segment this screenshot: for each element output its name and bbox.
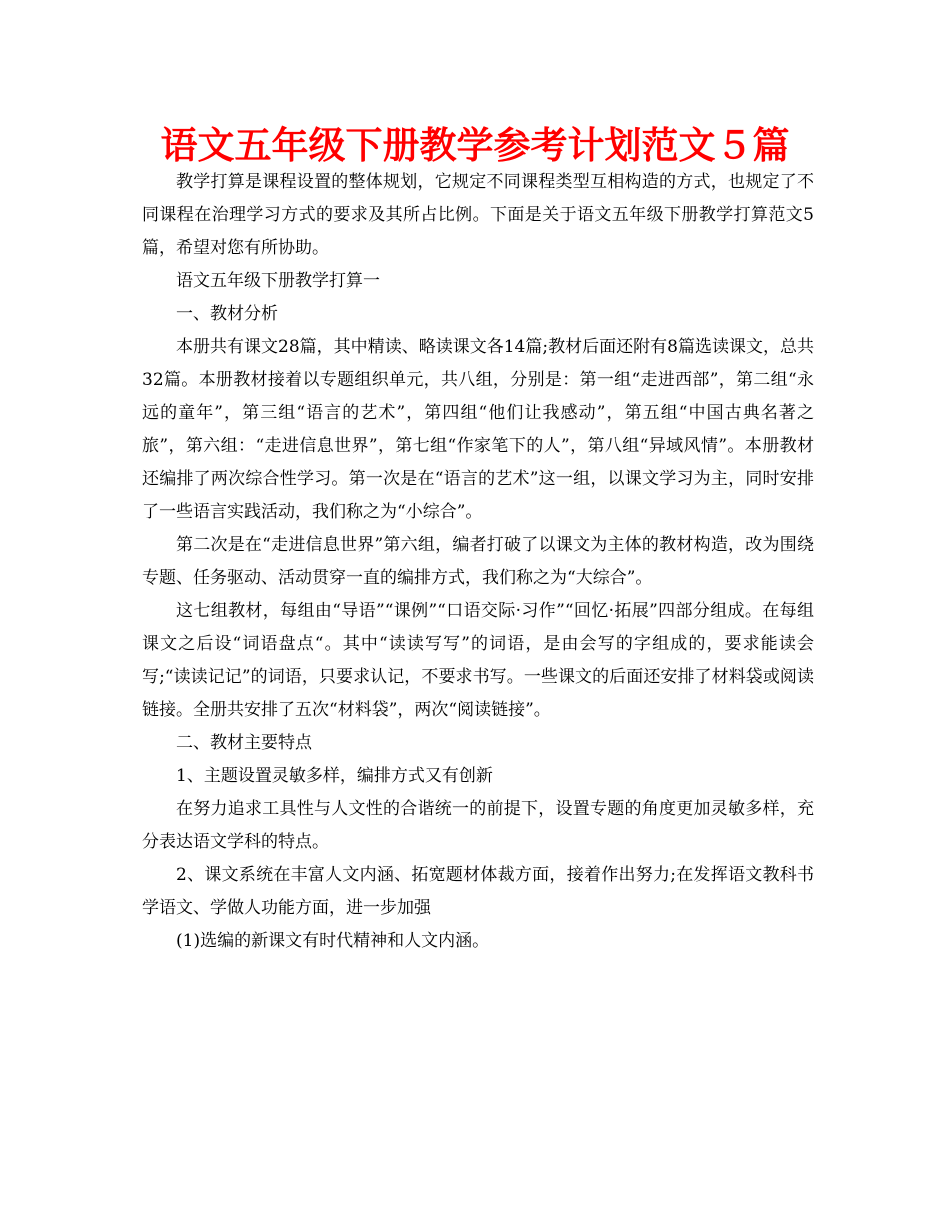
subheading-feature-one: 1、主题设置灵敏多样，编排方式又有创新	[176, 766, 493, 786]
body-paragraph: 第二次是在“走进信息世界”第六组，编者打破了以课文为主体的教材构造，改为围绕专题、任务驱动、活动贯穿一直的编排方式，我们称之为“大综合”。	[142, 535, 814, 588]
section-heading-textbook-analysis: 一、教材分析	[176, 304, 278, 324]
section-heading-plan-one: 语文五年级下册教学打算一	[176, 271, 380, 291]
body-paragraph: 本册共有课文28篇，其中精读、略读课文各14篇;教材后面还附有8篇选读课文，总共32篇。本册教材接着以专题组织单元，共八组，分别是：第一组“走进西部”，第二组“永远的童年”，第三组“语言的艺术”，第四组“他们让我感动”，第五组“中国古典名著之旅”，第六组：“走进信息世界”，第七组“作家笔下的人”，第八组“异域风情”。本册教材还编排了两次综合性学习。第一次是在“语言的艺术”这一组，以课文学习为主，同时安排了一些语言实践活动，我们称之为“小综合”。	[142, 337, 814, 522]
list-item: (1)选编的新课文有时代精神和人文内涵。	[176, 931, 490, 951]
section-heading-main-features: 二、教材主要特点	[176, 733, 312, 753]
body-paragraph: 在努力追求工具性与人文性的合谐统一的前提下，设置专题的角度更加灵敏多样，充分表达语文学科的特点。	[142, 799, 814, 852]
intro-paragraph: 教学打算是课程设置的整体规划，它规定不同课程类型互相构造的方式，也规定了不同课程在治理学习方式的要求及其所占比例。下面是关于语文五年级下册教学打算范文5篇，希望对您有所协助。	[142, 172, 814, 258]
body-paragraph: 这七组教材，每组由“导语”“课例”“口语交际·习作”“回忆·拓展”四部分组成。在每组课文之后设“词语盘点“。其中“读读写写”的词语，是由会写的字组成的，要求能读会写;“读读记记”的词语，只要求认记，不要求书写。一些课文的后面还安排了材料袋或阅读链接。全册共安排了五次“材料袋”，两次“阅读链接”。	[142, 601, 814, 720]
page-title: 语文五年级下册教学参考计划范文５篇	[160, 124, 790, 167]
subheading-feature-two: 2、课文系统在丰富人文内涵、拓宽题材体裁方面，接着作出努力;在发挥语文教科书学语文、学做人功能方面，进一步加强	[142, 865, 814, 918]
document-body	[142, 166, 814, 958]
